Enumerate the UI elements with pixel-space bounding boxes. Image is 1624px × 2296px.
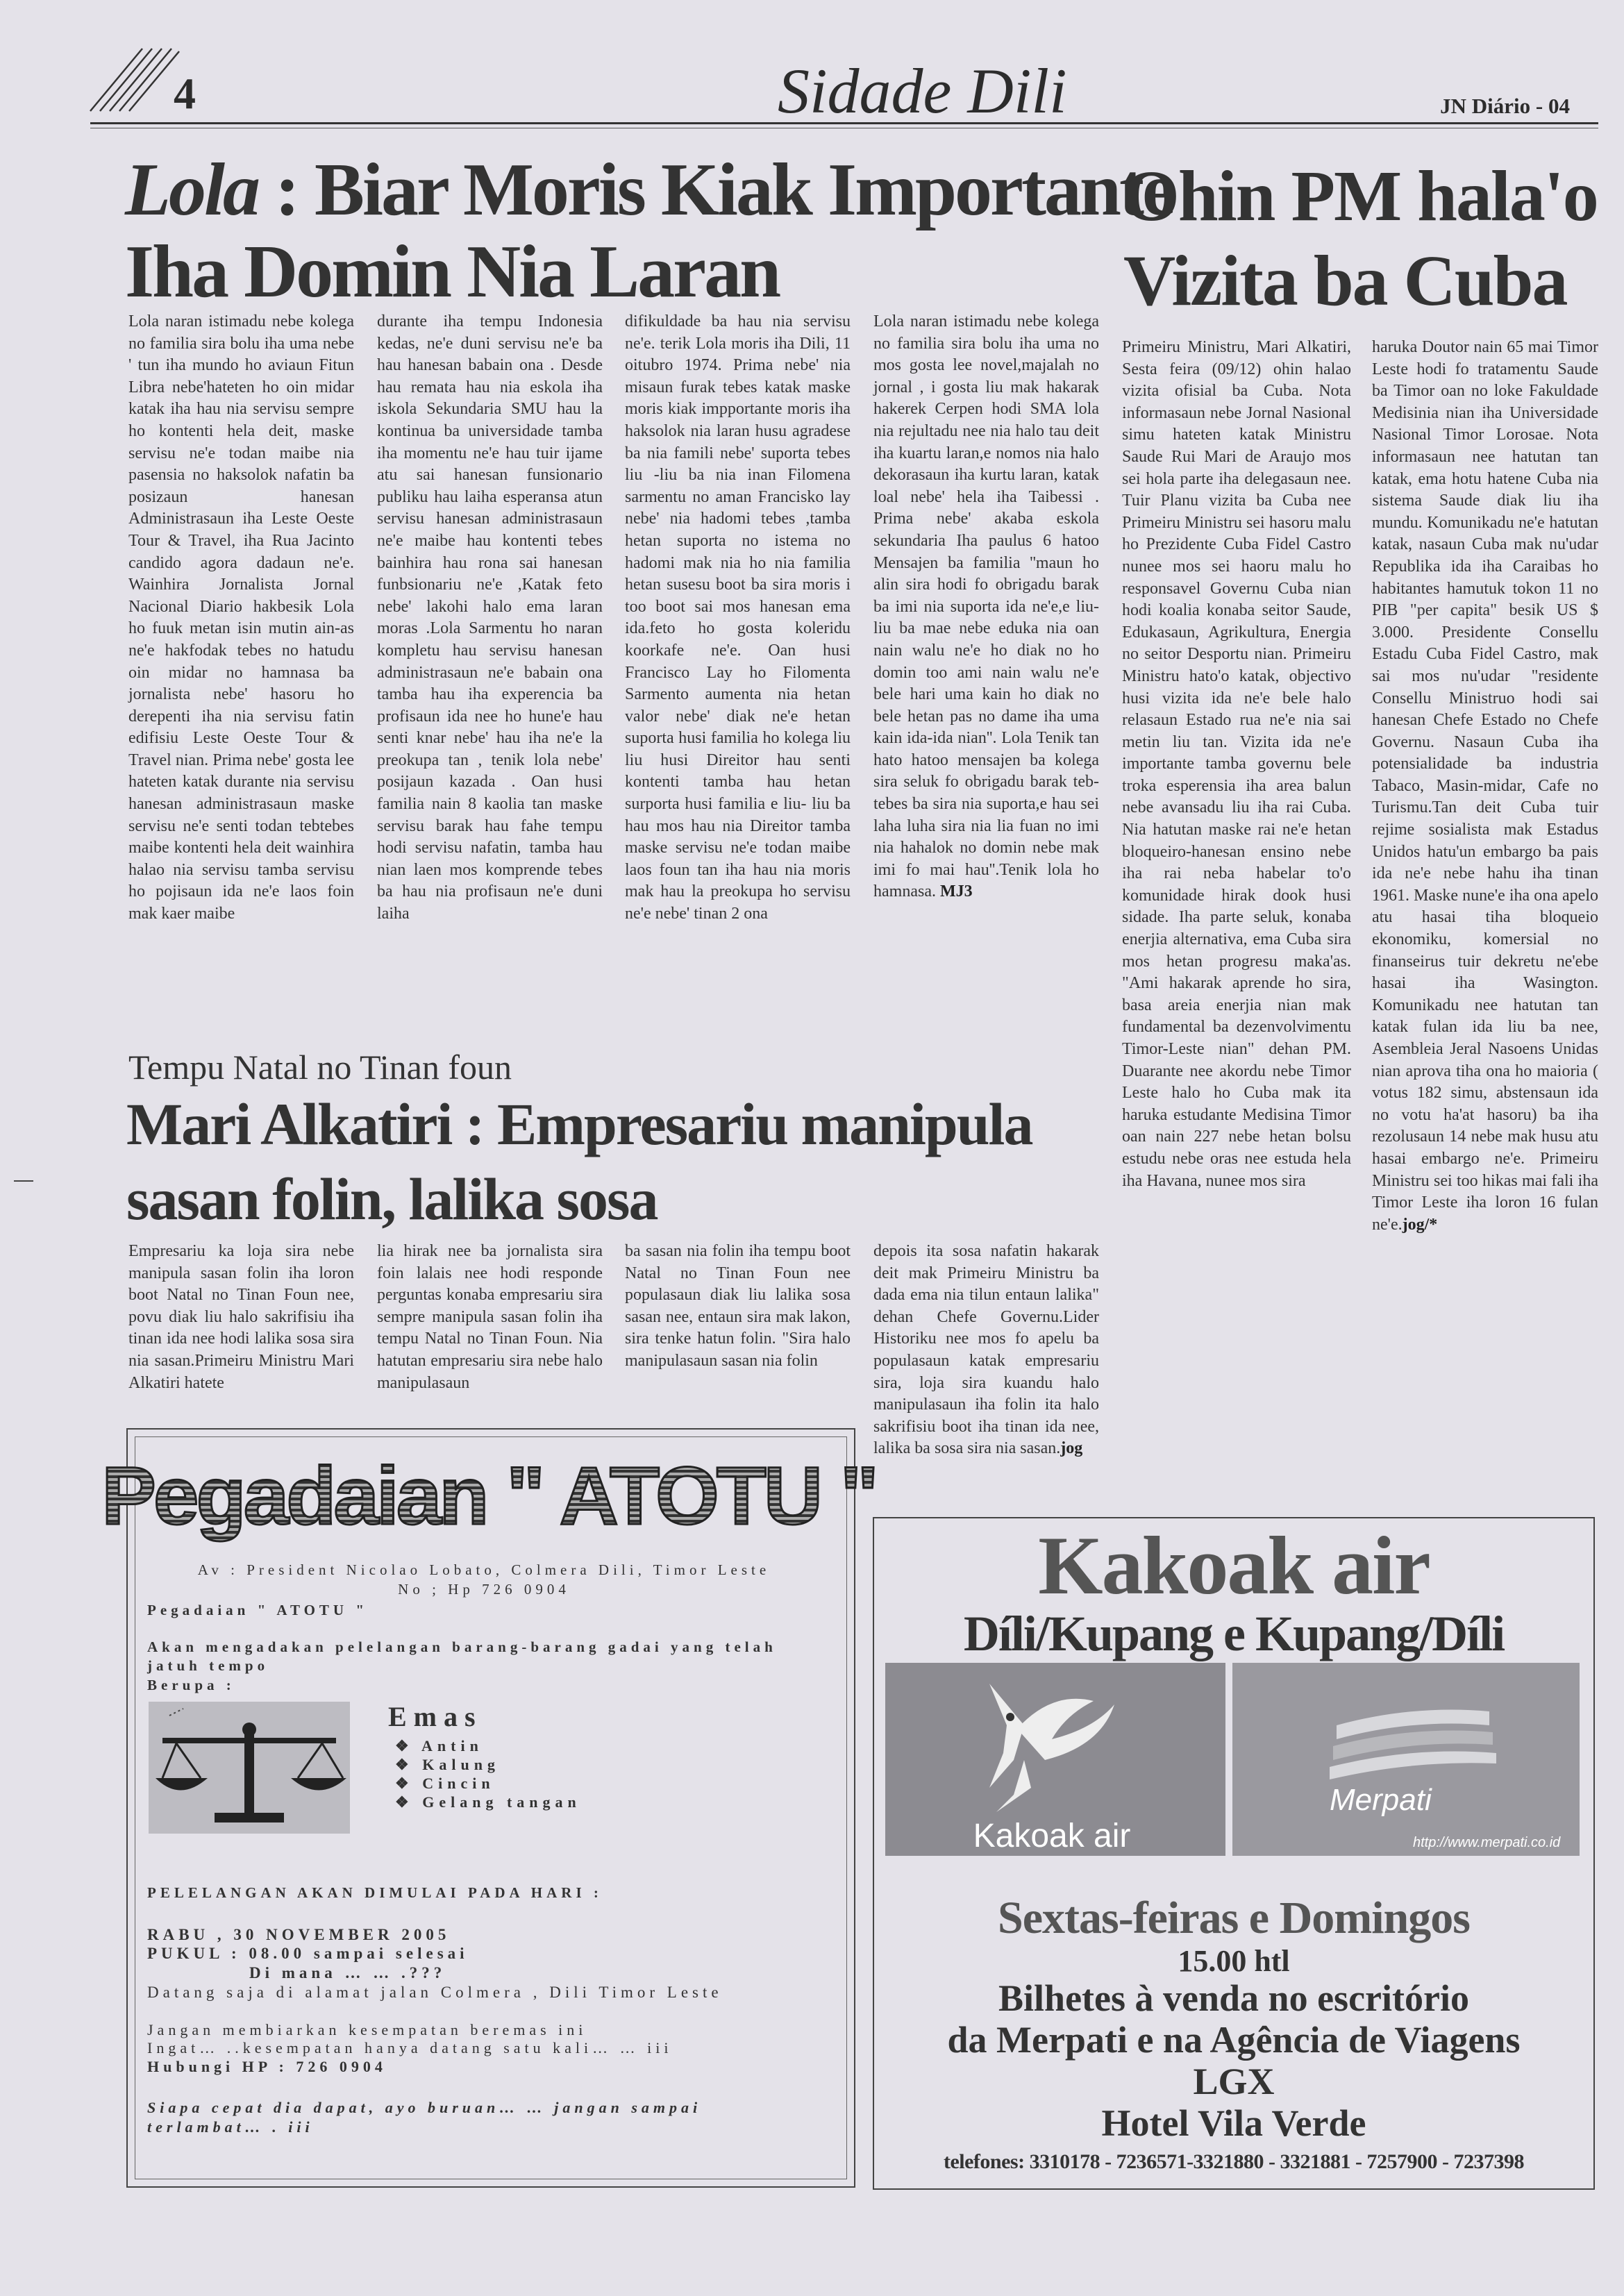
pegadaian-slogan-2: terlambat… . iii — [147, 2118, 314, 2136]
agency-name: LGX — [1193, 2061, 1275, 2102]
margin-mark — [14, 1180, 33, 1182]
pm-cuba-text-2: haruka Doutor nain 65 mai Timor Leste hodi fo tratamentu Saude ba Timor oan no loke Fakuldade Medisinia nian iha Universidade Nasional Timor Lorosae. Nota informasaun nee hatutan tan katak, ema hotu hatene Cuba nia sistema Saude diak liu iha mundu. Komunikadu ne'e hatutan katak, nasaun Cuba mak nu'udar Republika ida iha Caraibas ho habitantes hamutuk tokon 11 no PIB "per capita" besik US $ 3.000. Presidente Consellu Estadu Cuba Fidel Castro, mak sai mos nu'udar "residente Consellu Ministruo hodi sai hanesan Chefe Estado no Chefe Governu. Nasaun Cuba iha potensialidade ba industria Tabaco, Masin-midar, Cafe no Turismu.Tan deit Cuba tuir rejime sosialista mak Estadus Unidos hatu'un embargo ba pais ida ne'e nebe hahu iha tinan 1961. Maske nune'e iha ona apelo atu hasai tiha bloqueio ekonomiku, komersial no finanseirus tuir dekretu ne'ebe hasai iha Wasington. Komunikadu nee hatutan tan katak fulan ida liu ba nee, Asembleia Jeral Nasoens Unidas nian aprova tiha ona ho maioria ( votus 182 simu, abstensaun ida no votu ha'at hasoru) ba iha rezolusaun 14 nebe mak husu atu hasai embargo ne'e. Primeiru Ministru sei too hikas mai fali iha Timor Leste iha loron 16 fulan ne'e. — [1372, 338, 1598, 1234]
merpati-brand: Merpati — [1330, 1783, 1432, 1817]
edition-label: JN Diário - 04 — [1440, 94, 1570, 118]
lola-headline-line2: Iha Domin Nia Laran — [125, 231, 780, 313]
pm-cuba-headline — [1123, 154, 1598, 324]
page-number: 4 — [174, 69, 196, 118]
pm-cuba-column-2 — [1372, 337, 1598, 1236]
lola-byline: MJ3 — [939, 882, 973, 901]
lola-column-2 — [377, 311, 603, 925]
alkatiri-column-3 — [625, 1241, 851, 1373]
pegadaian-berupa: Berupa : — [147, 1677, 235, 1693]
airline-logos-photo — [885, 1663, 1580, 1856]
pegadaian-contact: Hubungi HP : 726 0904 — [147, 2058, 387, 2075]
pegadaian-come: Datang saja di alamat jalan Colmera , Dili Timor Leste — [147, 1984, 723, 2001]
agency-info: da Merpati e na Agência de Viagens — [947, 2019, 1521, 2061]
flight-time: 15.00 htl — [1178, 1944, 1290, 1978]
flight-route: Díli/Kupang e Kupang/Díli — [963, 1606, 1505, 1661]
merpati-url: http://www.merpati.co.id — [1413, 1835, 1561, 1850]
pegadaian-phone-line: No ; Hp 726 0904 — [398, 1581, 570, 1598]
pegadaian-where: Di mana … … .??? — [249, 1964, 446, 1981]
alkatiri-column-4 — [873, 1241, 1099, 1460]
lola-text-4: Lola naran istimadu nebe kolega no familia sira bolu iha uma no mos gosta lee novel,majalah no jornal , i gosta liu mak hakarak hakerek Cerpen hodi SMA lola nia rejultadu nee nia halo tau deit iha kuartu laran,e nomos nia halo dekorasaun iha kurtu laran, katak loal nebe' hela iha Taibessi . Prima nebe' akaba eskola sekundaria Iha paulus 6 hatoo Mensajen ba familia ''maun ho alin sira hodi fo obrigadu barak ba imi nia suporta ida ne'e,e liu-liu ba mae nebe eduka nia oan nain walu ne'e ho diak no ho domin too ami nain walu ne'e bele hari uma kain ho diak no bele hetan pas no dame iha uma kain ida-ida nian''. Lola Tenik tan hato hatoo mensajen ba kolega sira seluk fo obrigadu barak teb-tebes ba sira nia suporta,e hau sei laha luha sira nia lia fuan no imi nia hahalok no domin nebe mak imi fo mai hau''.Tenik lola ho hamnasa. — [873, 312, 1099, 901]
lola-column-4 — [873, 311, 1099, 903]
pegadaian-address: Av : President Nicolao Lobato, Colmera Dili, Timor Leste — [197, 1561, 771, 1578]
hatch-lines-decoration — [83, 42, 181, 118]
section-title: Sidade Dili — [778, 56, 1067, 126]
pegadaian-item-label: Cincin — [422, 1775, 495, 1792]
lola-text-2: durante iha tempu Indonesia kedas, ne'e duni servisu ne'e ba hau hanesan babain ona . Desde hau remata hau nia eskola iha iskola Sekundaria SMU hau la kontinua ba universidade tamba iha momentu ne'e hau tuir ijame atu sai hanesan funsionario publiku hau laiha esperansa atun servisu hanesan administrasaun ne'e maibe hau kontenti tebes bainhira hau rona sai hanesan funbsionariu ne'e ,Katak feto nebe' lakohi halo ema laran moras .Lola Sarmentu ho naran kompletu hau servisu hanesan administrasaun ne'e babain ona tamba hau iha experencia ba profisaun ida nee ho hune'e hau senti knar nebe' hau iha ne'e la preokupa tan , tenik lola nebe' posijaun kazada . Oan husi familia nain 8 kaolia tan maske servisu barak hau fahe tempu hodi servisu nafatin, tamba hau nian laen mos komprende tebes ba hau nia profisaun ne'e duni laiha — [377, 312, 603, 923]
alkatiri-text-4: depois ita sosa nafatin hakarak deit mak Primeiru Ministru ba dada ema nia tilun entaun lalika" dehan Chefe Governu.Lider Historiku nee mos fo apelu ba populasaun katak empresariu sira, loja sira kuandu halo manipulasaun iha folin ita halo sakrifisiu boot iha tinan ida nee, lalika ba sosa sira nia sasan. — [873, 1242, 1099, 1458]
pegadaian-item: ❖ Gelang tangan — [395, 1793, 581, 1811]
pegadaian-item: ❖ Kalung — [395, 1756, 500, 1773]
pegadaian-emas: Emas — [388, 1701, 483, 1732]
pegadaian-reminder-1: Jangan membiarkan kesempatan beremas ini — [147, 2021, 587, 2038]
lola-headline-name: Lola — [125, 149, 258, 231]
pegadaian-logo — [101, 1442, 876, 1546]
lola-text-1: Lola naran istimadu nebe kolega no familia sira bolu iha uma nebe ' tun iha mundo ho aviaun Fitun Libra nebe'hateten ho oin midar katak iha hau nia servisu sempre ho kontenti hela deit, maske servisu ne'e todan maibe nia pasensia no haksolok nafatin ba posizaun hanesan Administrasaun iha Leste Oeste Tour & Travel, iha Rua Jacinto candido agora dadaun ne'e. Wainhira Jornalista Jornal Nacional Diario hakbesik Lola ho fuuk metan isin mutin ain-as ne'e hakfodak tebes no hatudu oin midar no hamnasa ba jornalista nebe' hasoru ho derepenti iha nia servisu fatin edifisiu Leste Oeste Tour & Travel nian. Prima nebe' gosta lee hateten katak durante nia servisu hanesan administrasaun maske servisu ne'e senti todan tebtebes maibe kontenti hela deit wainhira halao nia servisu tamba servisu ho pojisaun ida ne'e laos foin mak kaer maibe — [128, 312, 354, 923]
pm-cuba-headline-line1: Ohin PM hala'o — [1123, 156, 1598, 236]
alkatiri-byline: jog — [1060, 1439, 1083, 1458]
lola-column-3 — [625, 311, 851, 925]
kakoak-air-advertisement — [873, 1517, 1595, 2190]
header-rule — [90, 122, 1598, 124]
pegadaian-logo-text: Pegadaian " ATOTU " — [101, 1450, 876, 1542]
alkatiri-headline-line1: Mari Alkatiri : Empresariu manipula — [126, 1091, 1032, 1157]
pm-cuba-byline: jog/* — [1402, 1215, 1438, 1234]
lola-headline — [125, 149, 1173, 313]
alkatiri-column-1 — [128, 1241, 354, 1394]
pegadaian-item-label: Kalung — [422, 1756, 500, 1773]
alkatiri-headline — [126, 1087, 1032, 1237]
pm-cuba-headline-line2: Vizita ba Cuba — [1123, 241, 1567, 321]
pm-cuba-column-1 — [1122, 337, 1351, 1192]
pegadaian-slogan-1: Siapa cepat dia dapat, ayo buruan… … jangan sampai — [147, 2099, 702, 2116]
phone-numbers: telefones: 3310178 - 7236571-3321880 - 3321881 - 7257900 - 7237398 — [943, 2150, 1525, 2173]
alkatiri-kicker: Tempu Natal no Tinan foun — [128, 1048, 512, 1087]
lola-column-1 — [128, 311, 354, 925]
alkatiri-headline-line2: sasan folin, lalika sosa — [126, 1166, 658, 1232]
pegadaian-item-label: Gelang tangan — [422, 1793, 581, 1811]
pegadaian-time: PUKUL : 08.00 sampai selesai — [147, 1945, 469, 1962]
kakoak-caption: Kakoak air — [973, 1818, 1131, 1854]
lola-headline-rest: : Biar Moris Kiak Importante — [258, 149, 1173, 231]
pm-cuba-text-1: Primeiru Ministru, Mari Alkatiri, Sesta feira (09/12) ohin halao vizita ofisial ba Cuba. Nota informasaun nebe Jornal Nasional simu hateten katak Ministru Saude Rui Mari de Araujo mos sei hola parte iha delegasaun nee. Tuir Planu vizita ba Cuba nee Primeiru Ministru sei hasoru malu ho Prezidente Cuba Fidel Castro nunee mos sei haoru malu ho responsavel Governu Cuba nian hodi koalia konaba seitor Saude, Edukasaun, Agrikultura, Energia no seitor Desportu nian. Primeiru Ministru hato'o katak, objectivo husi vizita ida ne'e bele halo relasaun Estado rua ne'e nia sai metin liu tan. Vizita ida ne'e importante tamba governu bele troka esperensia iha area balun nebe avansadu liu iha rai Cuba. Nia hatutan maske rai ne'e hetan bloqueiro-hanesan ensino nebe iha rai neba habelar to'o komunidade hirak dook husi sidade. Iha parte seluk, konaba enerjia alternativa, ema Cuba sira mos hetan progresu maka'as. "Ami hakarak aprende ho sira, basa areia enerjia nian mak fundamental ba dezenvolvimentu Timor-Leste nian" dehan PM. Duarante nee akordu nebe Timor Leste halo ho Cuba mak ita haruka estudante Medisina Timor oan nain 227 nebe hetan bolsu estudu nebe oras nee estuda hela iha Havana, nunee mos sira — [1122, 338, 1351, 1190]
pegadaian-name: Pegadaian " ATOTU " — [147, 1602, 368, 1618]
hotel-name: Hotel Vila Verde — [1101, 2102, 1366, 2144]
scale-icon — [149, 1702, 350, 1834]
alkatiri-text-1: Empresariu ka loja sira nebe manipula sasan folin iha loron boot Natal no Tinan Foun nee, povu diak liu halo sakrifisiu iha tinan ida nee hodi lalika sosa sira nia sasan.Primeiru Ministru Mari Alkatiri hatete — [128, 1242, 354, 1392]
pegadaian-item-label: Antin — [421, 1737, 483, 1754]
lola-text-3: difikuldade ba hau nia servisu ne'e. terik Lola moris iha Dili, 11 oitubro 1974. Prima nebe' nia misaun furak tebes katak maske moris kiak impportante moris iha haksolok nia laran husu agradese ba nia famili nebe' suporta tebes liu -liu ba nia inan Filomena sarmentu no aman Francisko lay nebe' nia hadomi tebes ,tamba hetan suporta no istema no hadomi mak nia ho nia familia hetan susesu boot ba sira moris i too boot sai mos hanesan ema ida.feto ho gosta koleridu koorkafe ne'e. Oan husi Francisco Lay ho Filomenta Sarmento aumenta nia hetan valor nebe' diak ne'e hetan suporta husi familia ho kolega liu liu husi Direitor hau senti kontenti tamba hau hetan surporta husi familia e liu- liu ba hau mos hau nia Direitor tamba maske servisu ne'e todan maibe laos foun tan iha hau nia moris mak hau la preokupa ho servisu ne'e nebe' tinan 2 ona — [625, 312, 851, 923]
ticket-info: Bilhetes à venda no escritório — [998, 1977, 1469, 2019]
airline-title: Kakoak air — [1038, 1519, 1430, 1611]
pegadaian-item: ❖ Cincin — [395, 1775, 495, 1792]
pegadaian-reminder-2: Ingat… ..kesempatan hanya datang satu kali… … iii — [147, 2039, 673, 2056]
pegadaian-advertisement — [101, 1428, 876, 2188]
flight-days: Sextas-feiras e Domingos — [998, 1893, 1470, 1943]
pegadaian-start: PELELANGAN AKAN DIMULAI PADA HARI : — [147, 1884, 603, 1901]
pegadaian-date: RABU , 30 NOVEMBER 2005 — [147, 1926, 451, 1943]
pegadaian-item: ❖ Antin — [395, 1737, 483, 1754]
alkatiri-text-2: lia hirak nee ba jornalista sira foin lalais nee hodi responde perguntas konaba empresariu sira sempre manipula sasan folin iha tempu Natal no Tinan Foun. Nia hatutan empresariu sira nebe halo manipulasaun — [377, 1242, 603, 1392]
alkatiri-column-2 — [377, 1241, 603, 1394]
pegadaian-offer: Akan mengadakan pelelangan barang-barang gadai yang telah jatuh tempo — [147, 1639, 777, 1674]
alkatiri-text-3: ba sasan nia folin iha tempu boot Natal no Tinan Foun nee populasaun diak liu lalika sosa sasan nee, entaun sira mak lakon, sira tenke hatun folin. "Sira halo manipulasaun sasan nia folin — [625, 1242, 851, 1370]
